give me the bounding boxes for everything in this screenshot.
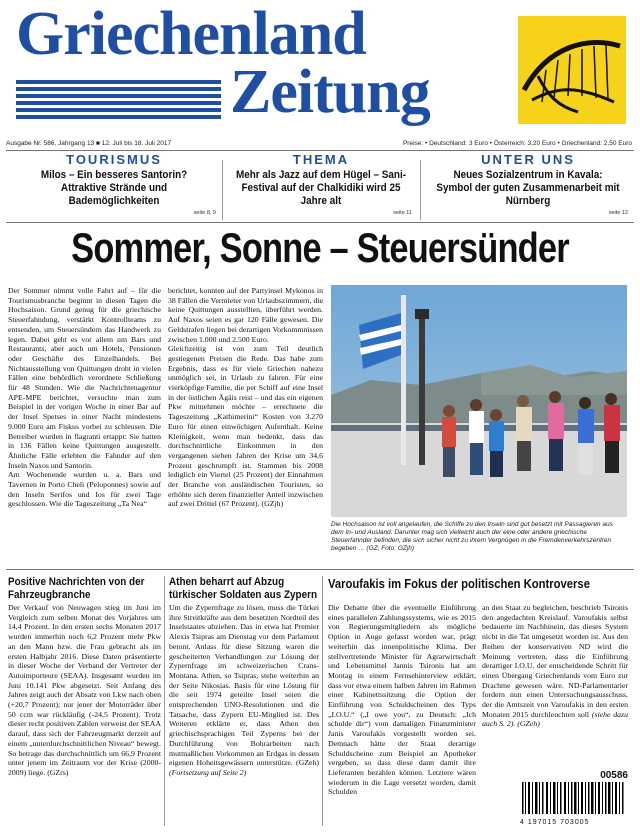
story-text: Um die Zypernfrage zu lösen, muss die Türkei ihre Streitkräfte aus dem besetzten Nordteil des Inselstaates abziehen. Das in etwa hat Premier Alexis Tsipras am Dienstag vor dem Parlament betont. Anlass für diese Sitzung waren die gescheiterten Verhandlungen zur Lösung der Zypernfrage im schweizerischen Crans-Montana. Athen, so Tsipras, stehe weiterhin an der Seite Nikosias. Basis für eine Lösung für die seit 1974 geteilte Insel seien die entsprechenden UNO-Resolutionen und die Tatsache, dass Zypern EU-Mitglied ist. Des Weiteren erklärte er, dass Athen den griechischsprachigen Teil Zyperns bei der Durchführung von Bohrarbeiten nach mutmaßlichen Vorkommen an Erdgas in dessen eigenen Hoheitsgewässern unterstütze. (GZeh) — [169, 603, 319, 768]
story-note: (siehe dazu auch S. 2). (GZeh) — [482, 709, 628, 729]
story-continuation[interactable]: (Fortsetzung auf Seite 2) — [169, 767, 247, 777]
story-text: an den Staat zu begleichen, beschrieb Tsironis den angedachten Kreislauf. Varoufakis selbst bedauerte im Nachhinein, das dieses System nicht in die Tat umgesetzt worden ist. Aus den Reihen der konservativen ND wird die Meinung vertreten, dass die Einführung derartiger I.O.U. der entscheidende Schritt für einen Übergang Griechenlands vom Euro zur Drachme gewesen wäre. ND-Parlamentarier fordern nun einen Untersuchungsausschuss, der die Amtszeit von Varoufakis in den ersten Monaten 2015 durchleuchten soll — [482, 603, 628, 719]
teaser-head: THEMA — [292, 152, 350, 167]
photo-caption: Die Hochsaison ist voll angelaufen, die Schiffe zu den Inseln sind gut besetzt mit Passagieren aus dem In- und Ausland. Darunter mag sich vielleicht auch der eine oder andere griechische Steuerfahnder befinden, die sich sicher nicht zu ihrem Vergnügen in die Fremdenverkehrszentren begeben … (GZ; Foto: GZjh) — [331, 521, 613, 552]
teaser-text: Mehr als Jazz auf dem Hügel – Sani-Festival auf der Chalkidiki wird 25 Jahre alt — [235, 169, 406, 207]
lead-paragraph: Am Wochenende wurden u. a. Bars und Tavernen in Porto Cheli (Peloponnes) sowie auf den Inseln Serifos und Ios für zwei Tage geschlossen. Wie die Tageszeitung „Ta Nea“ — [8, 470, 161, 509]
story-title[interactable]: Varoufakis im Fokus der politischen Kontroverse — [328, 577, 590, 591]
barcode — [520, 770, 628, 826]
lead-column-1 — [8, 286, 161, 509]
divider — [6, 150, 634, 151]
prices-info: Preise: • Deutschland: 3 Euro • Österreich: 3,20 Euro • Griechenland: 2,50 Euro — [402, 140, 632, 147]
teaser-unter-uns[interactable] — [424, 152, 632, 222]
lyre-logo-icon — [518, 16, 626, 124]
lead-column-2 — [168, 286, 323, 509]
lead-photo — [331, 285, 627, 517]
teaser-text: Milos – Ein besseres Santorin? Attraktive Strände und Bademöglichkeiten — [40, 169, 188, 207]
divider — [6, 569, 634, 570]
lead-paragraph: berichtet, konnten auf der Partyinsel Mykonos in 38 Fällen die Vermieter von Urlaubszimmern, die keine Quittungen ausstellten, überführt werden. Auf Naxos seien es gar 120 Fälle gewesen. Die Geldstrafen liegen bei derartigen Vorkommnissen zwischen 1.000 und 2.500 Euro. — [168, 286, 323, 344]
divider — [420, 160, 421, 220]
barcode-issue-number: 00586 — [600, 770, 628, 781]
teaser-head: UNTER UNS — [481, 152, 575, 167]
divider — [164, 576, 165, 826]
masthead — [0, 0, 640, 140]
barcode-digits: 4 197015 703005 — [520, 819, 590, 826]
teaser-tourismus[interactable] — [8, 152, 220, 222]
masthead-stripes — [16, 80, 221, 130]
lead-headline[interactable]: Sommer, Sonne – Steuersünder — [71, 224, 569, 271]
story-title[interactable]: Athen beharrt auf Abzug türkischer Soldaten aus Zypern — [169, 576, 317, 601]
story-column — [482, 603, 628, 729]
story-text: Die Debatte über die eventuelle Einführung eines parallelen Zahlungssystems, wie es 2015 von Regierungsmitgliedern als mögliche Option in Auge gefasst worden war, prägt weiterhin das innenpolitische Klima. Der stellvertretende Minister für Agrarwirtschaft und Lebensmittel Jannis Tsironis hat am Montag in einem Fernsehinterview erklärt, dass vor etwa einem halben Jahren im Rahmen einer Kabinettssitzung die Option der Einführung von Schuldscheinen des Typs „I.O.U.“ („I owe you“, zu Deutsch: „Ich schulde dir“) vom damaligen Finanzminister Janis Varoufakis vorgestellt worden sei. Demnach hätte der Staat derartige Schuldscheine zum Beispiel an Apotheker vergeben, so dass diese dann damit ihre Lieferanten bezahlen können. Letztere wären wiederum in die Lage versetzt worden, damit Schulden — [328, 603, 476, 797]
lead-paragraph: Gleichzeitig ist von zum Teil deutlich gestiegenen Preisen die Rede. Das habe zum Ergebnis, dass es für viele Griechen nahezu unmöglich sei, in Urlaub zu fahren. Für eine vierköpfige Familie, die per Schiff auf eine Insel in der östlichen Ägäis reist – und das ein eigenen Pkw mitnehmen möchte – errechnete die Tageszeitung „Kathimerini“ Kosten von 3.270 Euro für einen einwöchigen Aufenthalt. Keine Kleinigkeit, wenn man bedenkt, dass das durchschnittliche Einkommen in den vergangenen sieben Jahren der Krise um 34,6 Prozent geschrumpft ist. Stammen bis 2008 lediglich ein Viertel (25 Prozent) der Einnahmen der Branche von ausländischen Touristen, so erhöhte sich deren finanzieller Anteil inzwischen auf zwei Drittel (67 Prozent). (GZjh) — [168, 344, 323, 509]
teaser-page: seite 11 — [393, 210, 412, 216]
teaser-head: TOURISMUS — [66, 152, 162, 167]
barcode-bars — [520, 782, 628, 814]
teaser-text: Neues Sozialzentrum in Kavala: Symbol der guten Zusammenarbeit mit Nürnberg — [436, 169, 620, 207]
divider — [322, 576, 323, 826]
teaser-page: seite 8, 9 — [193, 210, 216, 216]
masthead-title-line1: Griechenland — [16, 0, 366, 68]
lead-paragraph: Der Sommer nimmt volle Fahrt auf – für die Tourismusbranche beginnt in diesen Tagen die Hochsaison. Grund genug für die griechische Steuerfahndung, verstärkt Kontrollteams zu entsenden, um Steuersündern das Handwerk zu legen. Dabei geht es vor allem um Bars und Restaurants, aber auch um Hotels, Pensionen oder Geschäfte des Einzelhandels. Bei Nichtausstellung von Quittungen droht in vielen Fällen eine behördlich verordnete Schließung für 48 Stunden. Wie die Nachrichtenagentur APE-MPE berichtet, versuchte man zum Beispiel in der vorigen Woche in einer Bar auf der Insel Spetses in einer Nacht mindestens 9.000 Euro am Fiskus vorbei zu schleusen. Die Betreiber wurden in flagranti ertappt: Sie hatten in 136 Fällen keine Quittungen ausgestellt. Ähnliche Fälle erlebten die Fahnder auf den Inseln Naxos und Santorin. — [8, 286, 161, 470]
teaser-page: seite 12 — [608, 210, 628, 216]
story-title[interactable]: Positive Nachrichten von der Fahrzeugbranche — [8, 576, 145, 601]
story-column — [169, 603, 319, 778]
issue-info: Ausgabe Nr. 586, Jahrgang 13 ■ 12. Juli bis 18. Juli 2017 — [6, 140, 172, 147]
masthead-title-line2: Zeitung — [230, 58, 430, 126]
divider — [222, 160, 223, 220]
story-text: Der Verkauf von Neuwagen stieg im Juni im Vergleich zum selben Monat des Vorjahres um 14,4 Prozent. In den ersten sechs Monaten 2017 wurden immerhin noch 6,2 Prozent mehr Pkw an den Mann bzw. die Frau gebracht als im ersten Halbjahr 2016. Diese Daten präsentierte in dieser Woche der Verband der Vertreter der Autoimporteure (SEAA). Insgesamt wurden im Juni 10.141 Pkw abgesetzt. Seit Anfang des Jahres zeigt auch der Absatz von Lkw nach oben (+20,7 Prozent); nur jener der Motorräder über 50 ccm war rückläufig (-24,5 Prozent). Trotz dieser recht positiven Zahlen verweist der SEAA darauf, dass sich der Fahrzeugmarkt derzeit auf einem „unterdurchschnittlichen Niveau“ bewegt. So betrage das durchschnittlich um 66,9 Prozent unter jenem im Zeitraum vor der Krise (2000-2009) liege. (GZrs) — [8, 603, 161, 777]
teaser-thema[interactable] — [226, 152, 416, 222]
